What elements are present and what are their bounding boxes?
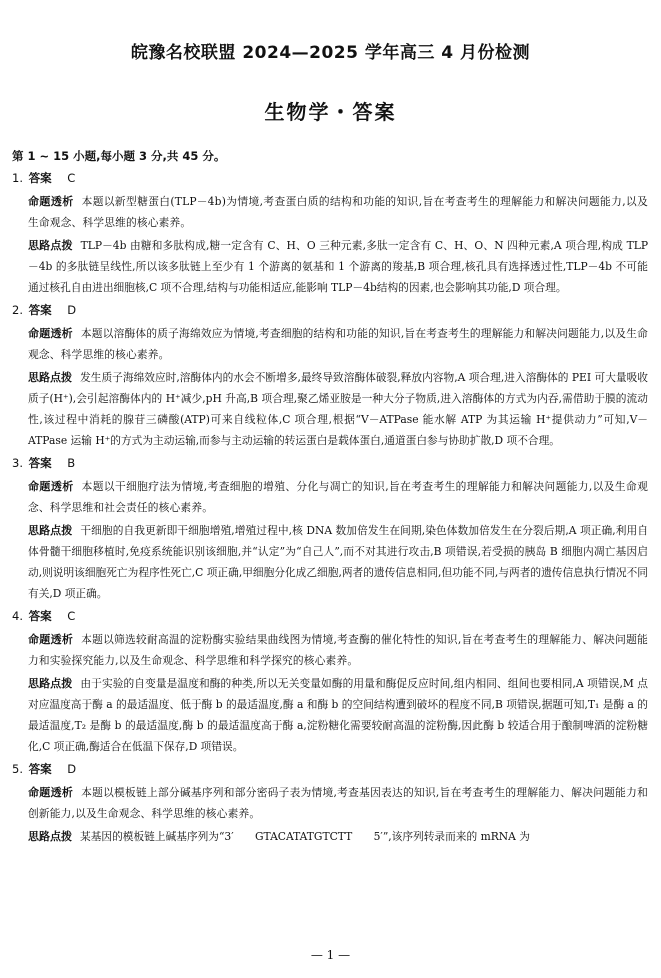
question-header <box>12 170 648 186</box>
question-block <box>12 302 648 451</box>
hint-paragraph <box>12 235 648 298</box>
analysis-label: 命题透析 <box>28 195 74 208</box>
answer-value: B <box>67 456 76 470</box>
analysis-label: 命题透析 <box>28 633 74 646</box>
hint-paragraph <box>12 520 648 604</box>
hint-label: 思路点拨 <box>28 371 73 384</box>
hint-label: 思路点拨 <box>28 830 72 843</box>
hint-label: 思路点拨 <box>28 239 73 252</box>
analysis-paragraph <box>12 323 648 365</box>
question-header <box>12 608 648 624</box>
analysis-text: 本题以筛选较耐高温的淀粉酶实验结果曲线图为情境,考查酶的催化特性的知识,旨在考查考生的理解能力、解决问题能力和实验探究能力,以及生命观念、科学思维和科学探究的核心素养。 <box>28 633 648 667</box>
answer-label: 答案 <box>28 762 52 776</box>
question-header <box>12 455 648 471</box>
answer-value: D <box>67 762 77 776</box>
analysis-label: 命题透析 <box>28 480 74 493</box>
answer-label: 答案 <box>28 456 52 470</box>
analysis-text: 本题以新型糖蛋白(TLP－4b)为情境,考查蛋白质的结构和功能的知识,旨在考查考生的理解能力和解决问题能力,以及生命观念、科学思维的核心素养。 <box>28 195 648 229</box>
question-number: 1. <box>12 171 23 185</box>
question-number: 5. <box>12 762 23 776</box>
analysis-paragraph <box>12 191 648 233</box>
question-number: 4. <box>12 609 23 623</box>
section-intro: 第 1 ~ 15 小题,每小题 3 分,共 45 分。 <box>12 149 226 163</box>
hint-text: 干细胞的自我更新即干细胞增殖,增殖过程中,核 DNA 数加倍发生在间期,染色体数加倍发生在分裂后期,A 项正确,利用自体骨髓干细胞移植时,免疫系统能识别该细胞,并“认定”为“自己人”,而不对其进行攻击,B 项错误,若受损的胰岛 B 细胞内凋亡基因启动,则说明该细胞死亡为程序性死亡,C 项正确,甲细胞分化成乙细胞,两者的遗传信息相同,但功能不同,与两者的遗传信息执行情况不同有关,D 项正确。 <box>28 524 649 600</box>
hint-text: 某基因的模板链上碱基序列为“3′ GTACATATGTCTT 5′”,该序列转录而来的 mRNA 为 <box>80 830 530 843</box>
hint-label: 思路点拨 <box>28 524 73 537</box>
answer-value: C <box>67 609 76 623</box>
question-block <box>12 761 648 847</box>
question-block <box>12 170 648 298</box>
question-block <box>12 455 648 604</box>
answer-label: 答案 <box>28 171 52 185</box>
question-number: 2. <box>12 303 23 317</box>
answer-label: 答案 <box>28 609 52 623</box>
question-block <box>12 608 648 757</box>
analysis-paragraph <box>12 782 648 824</box>
document-subtitle: 生物学・答案 <box>264 100 397 124</box>
analysis-paragraph <box>12 476 648 518</box>
analysis-label: 命题透析 <box>28 327 73 340</box>
analysis-paragraph <box>12 629 648 671</box>
analysis-label: 命题透析 <box>28 786 74 799</box>
hint-text: TLP－4b 由糖和多肽构成,糖一定含有 C、H、O 三种元素,多肽一定含有 C、H、O、N 四种元素,A 项合理,构成 TLP－4b 的多肽链呈线性,所以该多肽链上至少有 1 个游离的氨基和 1 个游离的羧基,B 项合理,核孔具有选择透过性,TLP－4b 不可能通过核孔自由进出细胞核,C 项不合理,结构与功能相适应,能影响 TLP－4b结构的因素,也会影响其功能,D 项合理。 <box>28 239 649 294</box>
question-header <box>12 761 648 777</box>
hint-paragraph <box>12 826 648 847</box>
document-title: 皖豫名校联盟 2024—2025 学年高三 4 月份检测 <box>130 43 531 63</box>
question-header <box>12 302 648 318</box>
answer-value: C <box>67 171 76 185</box>
analysis-text: 本题以溶酶体的质子海绵效应为情境,考查细胞的结构和功能的知识,旨在考查考生的理解能力和解决问题能力,以及生命观念、科学思维的核心素养。 <box>28 327 648 361</box>
question-number: 3. <box>12 456 23 470</box>
page-number: — 1 — <box>310 948 351 962</box>
analysis-text: 本题以干细胞疗法为情境,考查细胞的增殖、分化与凋亡的知识,旨在考查考生的理解能力和解决问题能力,以及生命观念、科学思维和社会责任的核心素养。 <box>28 480 649 514</box>
hint-text: 发生质子海绵效应时,溶酶体内的水会不断增多,最终导致溶酶体破裂,释放内容物,A 项合理,进入溶酶体的 PEI 可大量吸收质子(H⁺),会引起溶酶体内的 H⁺减少,pH 升高,B 项合理,聚乙烯亚胺是一种大分子物质,进入溶酶体的方式为内吞,需借助于膜的流动性,该过程中消耗的腺苷三磷酸(ATP)可来自线粒体,C 项合理,根据“V－ATPase 能水解 ATP 为其运输 H⁺提供动力”可知,V－ATPase 运输 H⁺的方式为主动运输,而参与主动运输的转运蛋白是载体蛋白,通道蛋白参与协助扩散,D 项不合理。 <box>28 371 648 447</box>
answer-value: D <box>67 303 77 317</box>
hint-paragraph <box>12 673 648 757</box>
answer-label: 答案 <box>28 303 52 317</box>
answer-content <box>12 148 648 851</box>
hint-label: 思路点拨 <box>28 677 73 690</box>
hint-text: 由于实验的自变量是温度和酶的种类,所以无关变量如酶的用量和酶促反应时间,组内相同、组间也要相同,A 项错误,M 点对应温度高于酶 a 的最适温度、低于酶 b 的最适温度,酶 a 和酶 b 的空间结构遭到破坏的程度不同,B 项错误,据题可知,T₁ 是酶 a 的最适温度,T₂ 是酶 b 的最适温度,酶 b 的最适温度高于酶 a,淀粉糖化需要较耐高温的淀粉酶,因此酶 b 较适合用于酿制啤酒的淀粉糖化,C 项正确,酶适合在低温下保存,D 项错误。 <box>28 677 648 753</box>
analysis-text: 本题以模板链上部分碱基序列和部分密码子表为情境,考查基因表达的知识,旨在考查考生的理解能力、解决问题能力和创新能力,以及生命观念、科学思维的核心素养。 <box>28 786 648 820</box>
hint-paragraph <box>12 367 648 451</box>
